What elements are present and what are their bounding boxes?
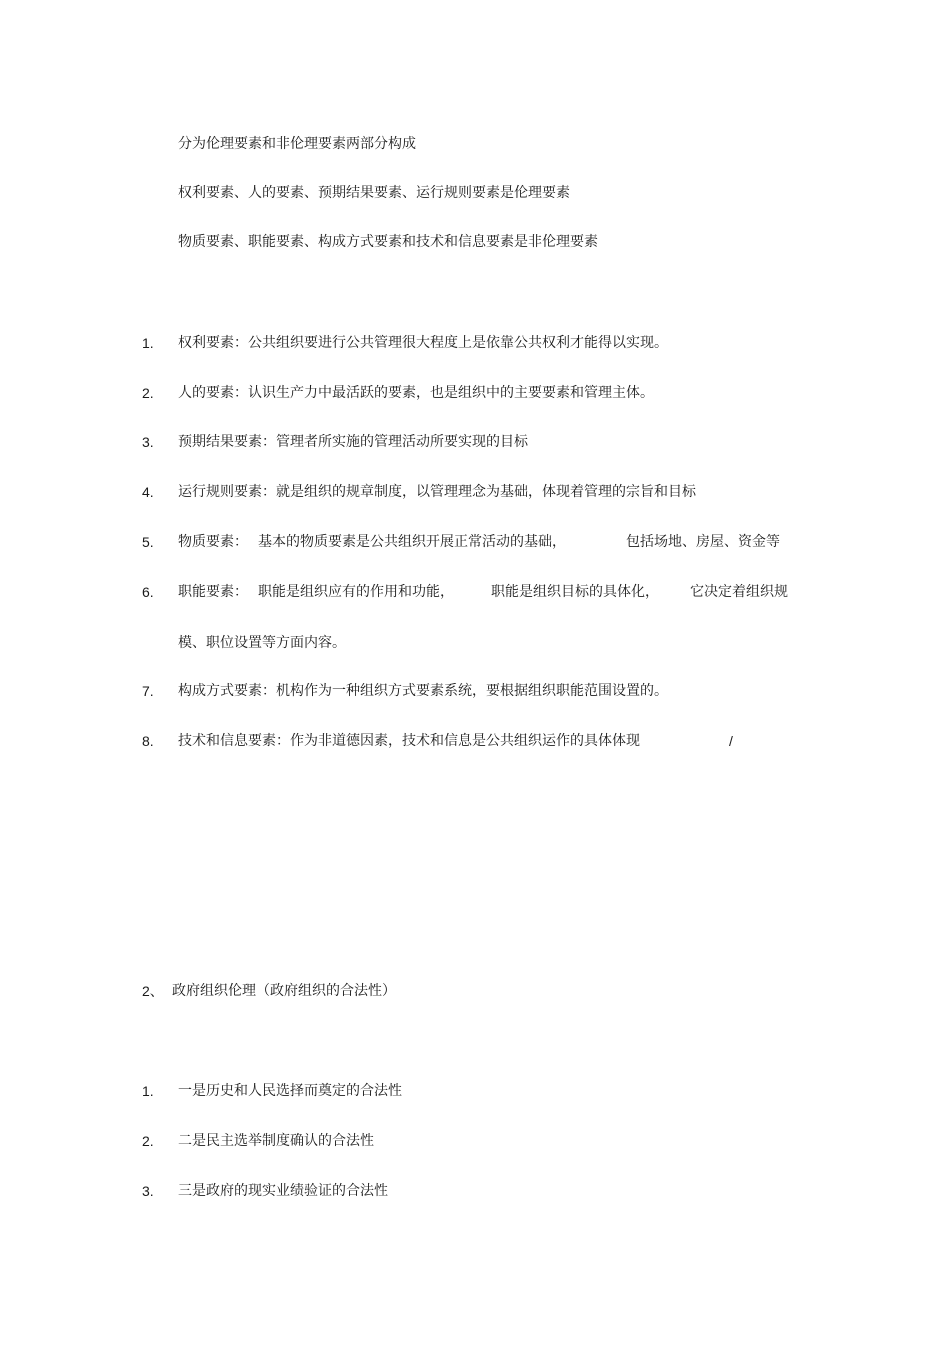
- list-number: 3.: [142, 434, 154, 450]
- element-text: 基本的物质要素是公共组织开展正常活动的基础，: [258, 534, 566, 550]
- element-text: 预期结果要素：管理者所实施的管理活动所要实现的目标: [178, 434, 528, 450]
- list-number: 8.: [142, 733, 154, 749]
- intro-line-2: 权利要素、人的要素、预期结果要素、运行规则要素是伦理要素: [178, 185, 570, 201]
- intro-line-3: 物质要素、职能要素、构成方式要素和技术和信息要素是非伦理要素: [178, 234, 598, 250]
- list-number: 5.: [142, 534, 154, 550]
- list-number: 2.: [142, 385, 154, 401]
- list-number: 2.: [142, 1133, 154, 1149]
- element-text: 它决定着组织规: [690, 584, 788, 600]
- element-text: 包括场地、房屋、资金等: [626, 534, 780, 550]
- element-label: 物质要素：: [178, 534, 248, 550]
- list-number: 1.: [142, 1083, 154, 1099]
- section-number: 2、: [142, 983, 164, 999]
- list-number: 6.: [142, 584, 154, 600]
- legitimacy-text: 一是历史和人民选择而奠定的合法性: [178, 1083, 402, 1099]
- element-text: 职能是组织应有的作用和功能，: [258, 584, 454, 600]
- list-number: 7.: [142, 683, 154, 699]
- legitimacy-text: 三是政府的现实业绩验证的合法性: [178, 1183, 388, 1199]
- element-text: 构成方式要素：机构作为一种组织方式要素系统，要根据组织职能范围设置的。: [178, 683, 668, 699]
- element-text: 技术和信息要素：作为非道德因素，技术和信息是公共组织运作的具体体现: [178, 733, 640, 749]
- list-number: 3.: [142, 1183, 154, 1199]
- section-title: 政府组织伦理（政府组织的合法性）: [172, 983, 396, 999]
- trailing-slash: /: [729, 733, 733, 749]
- element-text: 人的要素：认识生产力中最活跃的要素，也是组织中的主要要素和管理主体。: [178, 385, 654, 401]
- element-text: 运行规则要素：就是组织的规章制度，以管理理念为基础，体现着管理的宗旨和目标: [178, 484, 696, 500]
- list-number: 1.: [142, 335, 154, 351]
- intro-line-1: 分为伦理要素和非伦理要素两部分构成: [178, 136, 416, 152]
- list-number: 4.: [142, 484, 154, 500]
- element-label: 职能要素：: [178, 584, 248, 600]
- legitimacy-text: 二是民主选举制度确认的合法性: [178, 1133, 374, 1149]
- element-text: 权利要素：公共组织要进行公共管理很大程度上是依靠公共权利才能得以实现。: [178, 335, 668, 351]
- element-text: 职能是组织目标的具体化，: [491, 584, 659, 600]
- element-item-6-continuation: 模、职位设置等方面内容。: [178, 635, 346, 651]
